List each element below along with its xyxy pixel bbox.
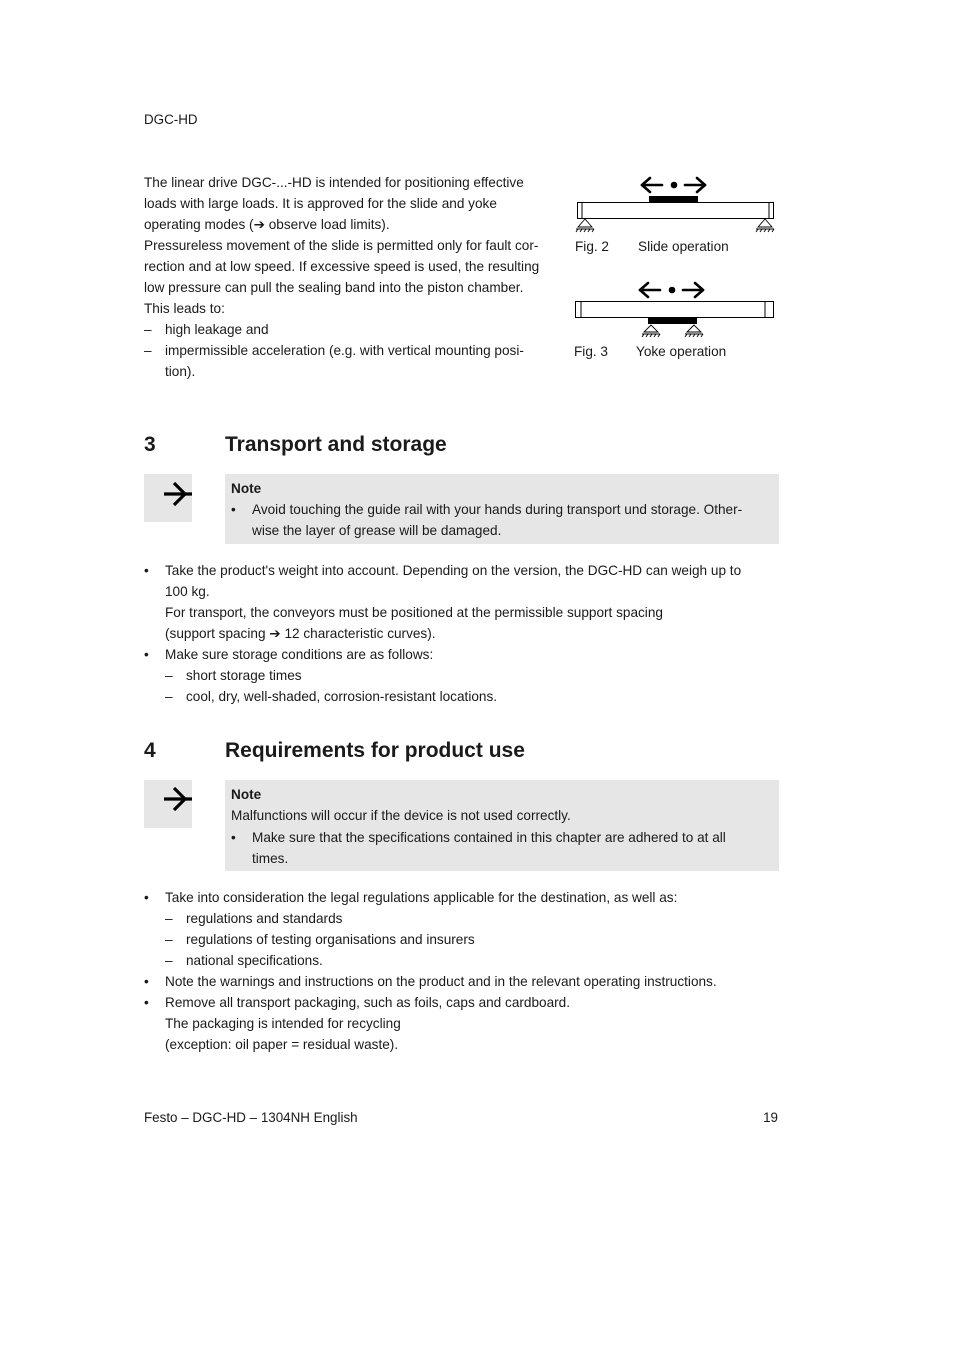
dash-marker: – — [144, 343, 152, 358]
note-intro: Malfunctions will occur if the device is not used correctly. — [231, 808, 571, 823]
dash-marker: – — [165, 953, 173, 968]
slide-block — [648, 318, 697, 324]
list-item — [144, 887, 784, 908]
footer-text: Festo – DGC-HD – 1304NH English — [144, 1110, 358, 1125]
list-item — [144, 319, 554, 340]
note-box — [225, 474, 779, 544]
dot-icon — [671, 182, 678, 189]
figure-title: Slide operation — [638, 239, 729, 254]
intro-line: loads with large loads. It is approved for the slide and yoke — [144, 196, 497, 211]
support-icon — [642, 325, 660, 337]
intro-line: operating modes (➔ observe load limits). — [144, 217, 390, 232]
list-item-text: impermissible acceleration (e.g. with vertical mounting posi- — [165, 343, 524, 358]
slide-operation-diagram — [574, 172, 780, 236]
slide-block — [649, 196, 698, 202]
list-item-text: (support spacing ➔ 12 characteristic curves). — [165, 626, 436, 641]
list-item-text: Take the product's weight into account. Depending on the version, the DGC-HD can weigh up to — [165, 563, 742, 578]
list-item-text: Note the warnings and instructions on the product and in the relevant operating instructions. — [165, 974, 717, 989]
note-bullet — [231, 827, 767, 869]
section-title: Transport and storage — [225, 433, 447, 456]
bullet-marker: • — [144, 647, 149, 662]
list-item-text: 100 kg. — [165, 584, 210, 599]
list-item — [144, 340, 554, 382]
note-bullet-text: Make sure that the specifications contained in this chapter are adhered to at all — [252, 830, 726, 845]
note-bullet-text: times. — [252, 851, 289, 866]
guide-rail — [578, 203, 774, 219]
bullet-marker: • — [144, 974, 149, 989]
dash-marker: – — [165, 689, 173, 704]
intro-line: This leads to: — [144, 301, 225, 316]
section-body — [144, 560, 784, 707]
sub-list-item-text: short storage times — [186, 668, 302, 683]
intro-text — [144, 172, 554, 382]
list-item — [144, 560, 784, 644]
list-item-text: high leakage and — [165, 322, 269, 337]
intro-line: rection and at low speed. If excessive speed is used, the resulting — [144, 259, 540, 274]
list-item — [144, 971, 784, 992]
section-number: 4 — [144, 739, 156, 762]
note-icon-box — [144, 780, 192, 828]
dot-icon — [669, 287, 676, 294]
sub-list-item-text: regulations of testing organisations and insurers — [186, 932, 475, 947]
arrow-left-icon — [640, 283, 660, 297]
sub-list-item-text: cool, dry, well-shaded, corrosion-resistant locations. — [186, 689, 498, 704]
arrow-right-icon — [144, 780, 192, 828]
bullet-marker: • — [144, 890, 149, 905]
sub-list-item — [144, 665, 784, 686]
arrow-right-icon — [685, 178, 705, 192]
yoke-operation-diagram — [572, 278, 778, 340]
section-number: 3 — [144, 433, 156, 456]
arrow-right-icon — [683, 283, 703, 297]
note-label: Note — [231, 787, 262, 802]
intro-line: low pressure can pull the sealing band into the piston chamber. — [144, 280, 524, 295]
bullet-marker: • — [231, 502, 236, 517]
bullet-marker: • — [231, 830, 236, 845]
figure-title: Yoke operation — [636, 344, 727, 359]
intro-line: The linear drive DGC-...-HD is intended for positioning effective — [144, 175, 524, 190]
bullet-marker: • — [144, 995, 149, 1010]
dash-marker: – — [165, 668, 173, 683]
sub-list-item — [144, 908, 784, 929]
note-bullet — [231, 499, 767, 541]
arrow-right-icon — [144, 474, 192, 522]
note-box — [225, 780, 779, 871]
arrow-left-icon — [642, 178, 662, 192]
running-header: DGC-HD — [144, 112, 198, 127]
sub-list-item — [144, 950, 784, 971]
note-bullet-text: wise the layer of grease will be damaged. — [252, 523, 502, 538]
figure-number: Fig. 3 — [574, 344, 608, 359]
list-item — [144, 992, 784, 1055]
dash-marker: – — [165, 932, 173, 947]
dash-marker: – — [144, 322, 152, 337]
list-item-text: Take into consideration the legal regulations applicable for the destination, as well as: — [165, 890, 678, 905]
list-item-text: For transport, the conveyors must be positioned at the permissible support spacing — [165, 605, 663, 620]
bullet-marker: • — [144, 563, 149, 578]
list-item-text: Make sure storage conditions are as follows: — [165, 647, 434, 662]
list-item-text: Remove all transport packaging, such as foils, caps and cardboard. — [165, 995, 571, 1010]
dash-marker: – — [165, 911, 173, 926]
list-item-text: tion). — [165, 364, 196, 379]
support-icon — [685, 325, 703, 337]
sub-list-item-text: regulations and standards — [186, 911, 343, 926]
guide-rail — [576, 302, 774, 318]
note-icon-box — [144, 474, 192, 522]
note-bullet-text: Avoid touching the guide rail with your hands during transport und storage. Other- — [252, 502, 743, 517]
intro-line: Pressureless movement of the slide is permitted only for fault cor- — [144, 238, 539, 253]
support-icon — [756, 219, 774, 232]
support-icon — [576, 219, 594, 232]
sub-list-item — [144, 929, 784, 950]
section-title: Requirements for product use — [225, 739, 525, 762]
note-label: Note — [231, 481, 262, 496]
figure-number: Fig. 2 — [575, 239, 609, 254]
list-item-text: (exception: oil paper = residual waste). — [165, 1037, 399, 1052]
list-item-text: The packaging is intended for recycling — [165, 1016, 401, 1031]
section-body — [144, 887, 784, 1055]
sub-list-item — [144, 686, 784, 707]
page-number: 19 — [763, 1110, 778, 1125]
list-item — [144, 644, 784, 665]
sub-list-item-text: national specifications. — [186, 953, 323, 968]
